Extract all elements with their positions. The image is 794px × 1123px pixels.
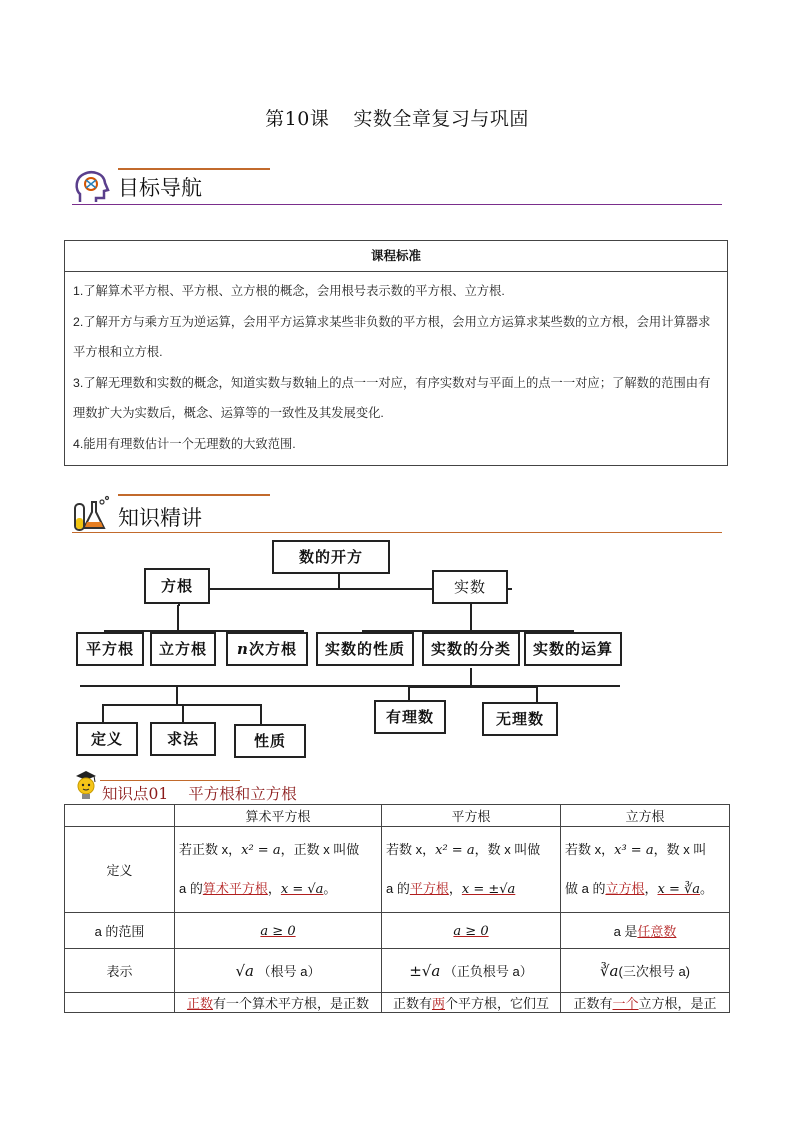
col-header: 算术平方根: [175, 805, 382, 827]
cell-text: （正负根号 a）: [443, 964, 533, 979]
cell-text: x = ∛a: [657, 881, 701, 897]
nci-n: n: [237, 640, 249, 658]
cell-text: ，: [267, 880, 281, 896]
cell-text: ，: [644, 880, 658, 896]
cell-text: x³ = a: [614, 842, 654, 858]
cell-text: x = √a: [280, 881, 324, 897]
cell-text: x² = a: [241, 842, 281, 858]
lesson-number: 第10课: [265, 108, 330, 130]
cell-text: 。: [323, 880, 337, 896]
cell-text: ±√a: [409, 962, 441, 980]
cell-text: a ≥ 0: [260, 923, 296, 939]
lesson-name: 实数全章复习与巩固: [353, 108, 529, 130]
section-header-goals: [72, 168, 722, 208]
cell-text: a 的: [179, 880, 203, 896]
col-header: 立方根: [561, 805, 730, 827]
cell-text: a ≥ 0: [453, 923, 489, 939]
lightbulb-graduate-icon: [72, 770, 100, 800]
cell-text: 若数 x，: [565, 841, 615, 857]
cell-text: ，数 x 叫做: [474, 841, 541, 857]
cell-text: 两: [431, 996, 445, 1011]
range-cell-arith: [175, 913, 382, 949]
prop-cell-square: [382, 993, 561, 1013]
repr-cell-arith: [175, 949, 382, 993]
def-cell-cube: [561, 827, 730, 913]
node-xingzhi: 实数的性质: [316, 632, 414, 666]
cell-text: 个平方根，它们互: [445, 996, 550, 1011]
node-root: 数的开方: [272, 540, 390, 574]
knowledge-point-header: [72, 770, 722, 804]
cell-text: x = ±√a: [461, 881, 516, 897]
section-title: 目标导航: [118, 176, 202, 200]
cell-text: 平方根: [409, 880, 449, 896]
cell-text: 若数 x，: [386, 841, 436, 857]
cell-text: a 的: [386, 880, 410, 896]
cell-text: 做 a 的: [565, 880, 606, 896]
page-title: [0, 104, 794, 131]
cell-text: （根号 a）: [257, 964, 321, 979]
concept-diagram: [72, 538, 632, 760]
cell-text: 正数有: [392, 996, 432, 1011]
range-cell-cube: [561, 913, 730, 949]
standard-item: 1.了解算术平方根、平方根、立方根的概念，会用根号表示数的平方根、立方根.: [73, 284, 505, 298]
node-xingzhi2: 性质: [234, 724, 306, 758]
node-wuli: 无理数: [482, 702, 558, 736]
cell-text: 一个: [612, 996, 639, 1011]
cell-text: ，: [448, 880, 462, 896]
lab-flask-icon: [72, 494, 112, 534]
section-header-knowledge: [72, 494, 722, 534]
row-label: 表示: [65, 949, 175, 993]
row-label-empty: [65, 993, 175, 1013]
cell-text: 立方根，是正: [638, 996, 717, 1011]
standard-item: 3.了解无理数和实数的概念，知道实数与数轴上的点一一对应，有序实数对与平面上的点一一对应；了解数的范围由有理数扩大为实数后，概念、运算等的一致性及其发展变化.: [73, 375, 711, 420]
standard-item: 4.能用有理数估计一个无理数的大致范围.: [73, 436, 296, 451]
row-label: a 的范围: [65, 913, 175, 949]
course-standards-box: [64, 240, 728, 466]
kp-overline: [100, 780, 240, 781]
nci-rest: 次方根: [248, 640, 297, 658]
row-label: 定义: [65, 827, 175, 913]
cell-text: 立方根: [605, 880, 645, 896]
header-underline: [72, 204, 722, 205]
cell-text: 若正数 x，: [179, 841, 242, 857]
cell-text: √a: [235, 962, 255, 980]
node-fanggen: 方根: [144, 568, 210, 604]
standard-item: 2.了解开方与乘方互为逆运算，会用平方运算求某些非负数的平方根，会用立方运算求某些数的立方根，会用计算器求平方根和立方根.: [73, 314, 711, 359]
prop-cell-cube: [561, 993, 730, 1013]
cell-text: 有一个算术平方根，是正数: [213, 996, 370, 1011]
header-overline: [118, 168, 270, 170]
node-shishu: 实数: [432, 570, 508, 604]
node-qiufa: 求法: [150, 722, 216, 756]
header-overline: [118, 494, 270, 496]
range-cell-square: [382, 913, 561, 949]
table-row-representation: [65, 949, 730, 993]
repr-cell-cube: [561, 949, 730, 993]
kp-title: 平方根和立方根: [188, 785, 297, 803]
cell-text: 正数: [186, 996, 213, 1011]
standards-header: 课程标准: [65, 241, 727, 272]
cell-text: 算术平方根: [202, 880, 268, 896]
cell-text: 任意数: [637, 924, 677, 939]
table-row-definition: [65, 827, 730, 913]
cell-text: ，正数 x 叫做: [280, 841, 360, 857]
table-row-property: [65, 993, 730, 1013]
cell-text: 正数有: [573, 996, 613, 1011]
header-underline: [72, 532, 722, 533]
cell-text: ∛a: [599, 962, 619, 980]
kp-number: 知识点01: [102, 785, 169, 803]
node-lifanggen: 立方根: [150, 632, 216, 666]
def-cell-arith: [175, 827, 382, 913]
node-nci-fanggen: [226, 632, 308, 666]
prop-cell-arith: [175, 993, 382, 1013]
section-title: 知识精讲: [118, 506, 202, 530]
cell-text: a 是: [613, 924, 638, 939]
standards-body: [65, 272, 727, 465]
node-pingfanggen: 平方根: [76, 632, 144, 666]
repr-cell-square: [382, 949, 561, 993]
roots-table: [64, 804, 730, 1013]
cell-text: (三次根号 a): [618, 964, 691, 979]
cell-text: ，数 x 叫: [653, 841, 707, 857]
node-youli: 有理数: [374, 700, 446, 734]
node-dingyi: 定义: [76, 722, 138, 756]
table-row-range: [65, 913, 730, 949]
node-fenlei: 实数的分类: [422, 632, 520, 666]
knowledge-point-title: [102, 782, 297, 804]
col-header: 平方根: [382, 805, 561, 827]
table-header-row: [65, 805, 730, 827]
node-yunsuan: 实数的运算: [524, 632, 622, 666]
cell-text: x² = a: [435, 842, 475, 858]
header-empty: [65, 805, 175, 827]
cell-text: 。: [700, 880, 714, 896]
head-brain-icon: [72, 168, 112, 208]
def-cell-square: [382, 827, 561, 913]
